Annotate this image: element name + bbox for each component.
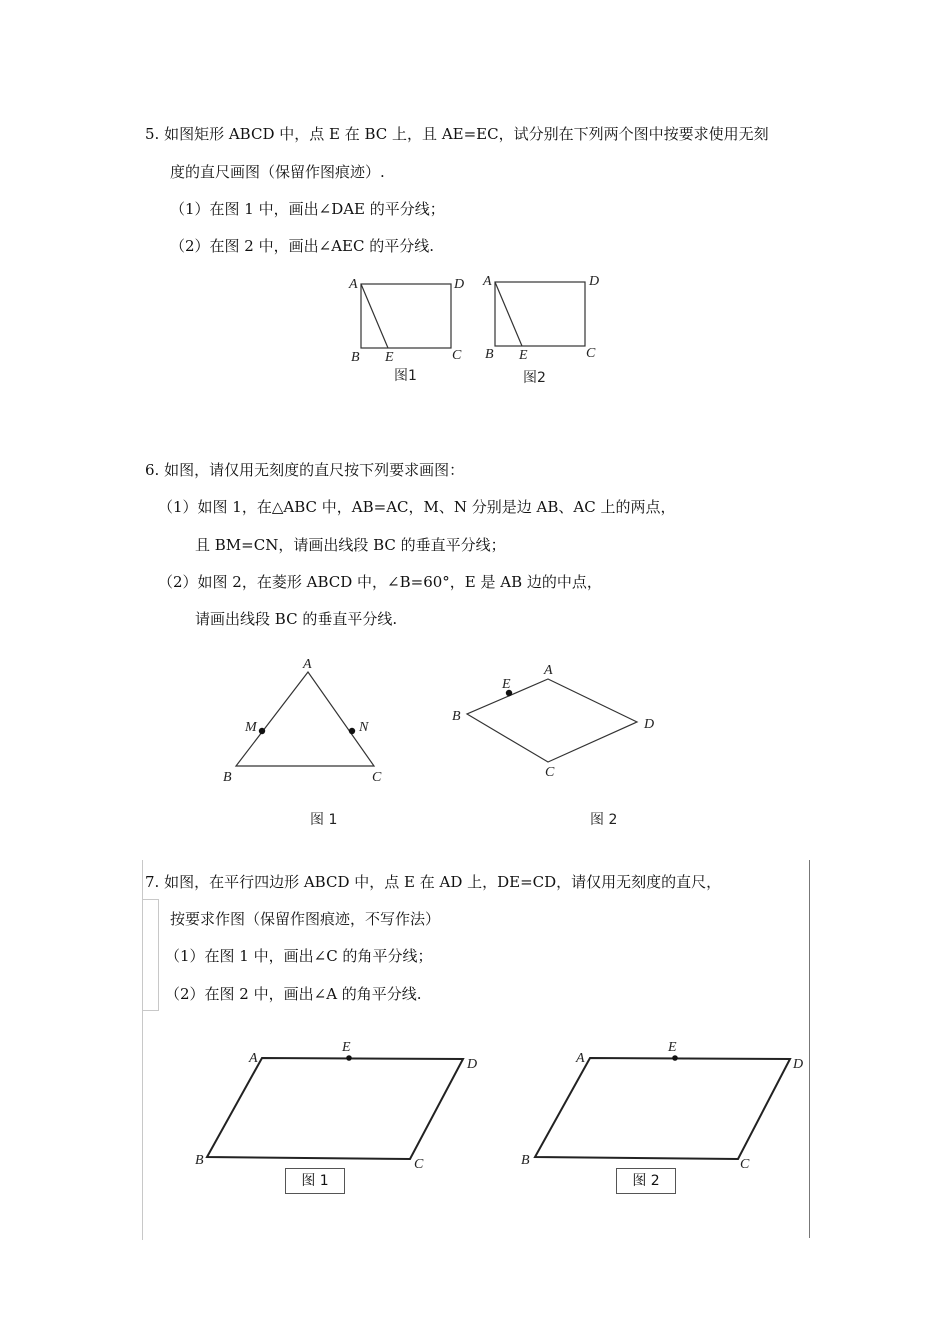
q7-fig2	[521, 1040, 803, 1172]
q7-fig2-label-c: C	[740, 1157, 750, 1172]
q6-fig2-label-a: A	[544, 663, 553, 678]
q5-fig2-label-c: C	[586, 346, 596, 361]
q5-fig1-label-a: A	[349, 277, 358, 292]
q7-fig1	[195, 1040, 477, 1172]
q7-fig2-point-e	[672, 1055, 678, 1061]
q7-fig1-point-e	[346, 1055, 352, 1061]
q5-fig1-label-e: E	[385, 350, 394, 365]
q6-fig2-caption: 图 2	[590, 812, 618, 828]
q7-fig1-label-d: D	[467, 1057, 478, 1072]
q5-fig1	[348, 277, 464, 384]
q7-fig2-label-a: A	[576, 1051, 585, 1066]
q5-fig1-segment-ae	[361, 284, 388, 348]
q7-line2: 按要求作图（保留作图痕迹，不写作法）	[170, 910, 441, 928]
q5-fig1-label-d: D	[454, 277, 465, 292]
q5-line2: 度的直尺画图（保留作图痕迹）.	[170, 163, 385, 181]
q6-fig1-point-m	[259, 728, 265, 734]
q5-fig2-label-e: E	[519, 348, 528, 363]
q6-sub2a: （2）如图 2，在菱形 ABCD 中，∠B=60°，E 是 AB 边的中点，	[158, 573, 602, 591]
q5-fig1-label-c: C	[452, 348, 462, 363]
q7-fig1-caption: 图 1	[285, 1168, 345, 1194]
q6-fig2	[452, 663, 654, 828]
q6-fig1-triangle	[236, 672, 374, 766]
q6-fig1-label-c: C	[372, 770, 382, 785]
q6-fig1-point-n	[349, 728, 355, 734]
q6-fig2-label-e: E	[502, 677, 511, 692]
q5-fig2	[482, 274, 599, 386]
q6-fig2-rhombus	[467, 679, 637, 762]
q7-fig2-label-b: B	[521, 1153, 530, 1168]
q6-line1: 6. 如图，请仅用无刻度的直尺按下列要求画图：	[145, 461, 465, 479]
q6-fig1-label-n: N	[359, 720, 369, 735]
q7-sub1: （1）在图 1 中，画出∠C 的角平分线；	[165, 947, 433, 965]
q6-sub2b: 请画出线段 BC 的垂直平分线.	[195, 610, 398, 628]
q6-sub1b: 且 BM=CN，请画出线段 BC 的垂直平分线；	[195, 536, 506, 554]
q5-fig2-label-b: B	[485, 347, 494, 362]
q6-fig1-label-b: B	[223, 770, 232, 785]
q6-fig1	[223, 657, 382, 828]
q6-fig2-label-d: D	[644, 717, 655, 732]
q6-sub1a: （1）如图 1，在△ABC 中，AB=AC，M、N 分别是边 AB、AC 上的两点，	[158, 498, 676, 516]
q5-fig2-label-d: D	[589, 274, 600, 289]
q5-fig1-label-b: B	[351, 350, 360, 365]
q7-sub2: （2）在图 2 中，画出∠A 的角平分线.	[165, 985, 422, 1003]
q5-sub2: （2）在图 2 中，画出∠AEC 的平分线.	[170, 237, 434, 255]
q6-fig1-label-a: A	[303, 657, 312, 672]
q7-fig1-label-e: E	[342, 1040, 351, 1055]
q6-fig2-label-c: C	[545, 765, 555, 780]
q6-fig1-label-m: M	[245, 720, 257, 735]
q7-fig2-label-e: E	[668, 1040, 677, 1055]
q6-fig1-caption: 图 1	[310, 812, 338, 828]
q7-fig1-label-b: B	[195, 1153, 204, 1168]
q7-fig2-label-d: D	[793, 1057, 804, 1072]
q7-fig2-caption: 图 2	[616, 1168, 676, 1194]
q5-fig1-caption: 图1	[394, 368, 417, 384]
q5-line1: 5. 如图矩形 ABCD 中，点 E 在 BC 上，且 AE=EC，试分别在下列两个图中按要求使用无刻	[145, 125, 769, 143]
q5-fig2-segment-ae	[495, 282, 522, 346]
q7-fig1-parallelogram	[207, 1058, 463, 1159]
q6-fig2-label-b: B	[452, 709, 461, 724]
q5-sub1: （1）在图 1 中，画出∠DAE 的平分线；	[170, 200, 445, 218]
q7-fig2-parallelogram	[535, 1058, 790, 1159]
q7-line1: 7. 如图，在平行四边形 ABCD 中，点 E 在 AD 上，DE=CD，请仅用无刻度的直尺，	[145, 873, 722, 891]
q7-fig1-label-a: A	[249, 1051, 258, 1066]
q7-fig1-label-c: C	[414, 1157, 424, 1172]
q5-fig2-label-a: A	[483, 274, 492, 289]
q5-fig2-caption: 图2	[523, 370, 546, 386]
